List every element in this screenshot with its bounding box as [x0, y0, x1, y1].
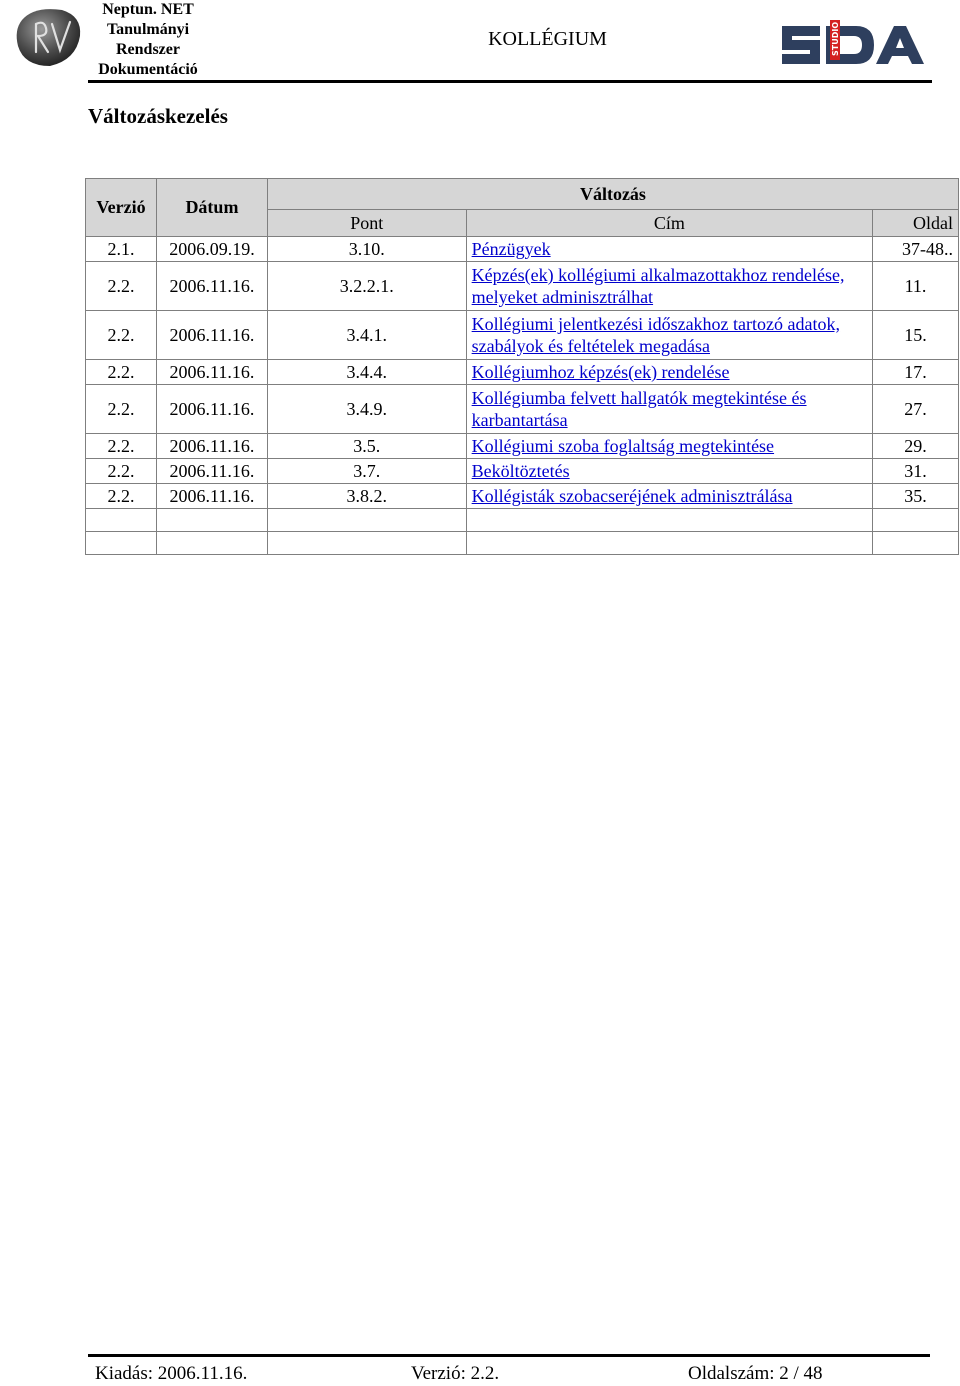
cell-oldal: 29. [873, 434, 959, 459]
header-document-title [88, 0, 208, 80]
page-header [0, 0, 960, 84]
cell-cim [466, 434, 872, 459]
footer-page-number: Oldalszám: 2 / 48 [688, 1363, 823, 1384]
table-row [86, 360, 959, 385]
cell-pont: 3.7. [267, 459, 466, 484]
table-row [86, 262, 959, 311]
cell-datum: 2006.09.19. [156, 237, 267, 262]
header-title-line: Neptun. NET [102, 1, 194, 18]
col-header-oldal: Oldal [873, 210, 959, 237]
header-title-line: Dokumentáció [98, 61, 198, 78]
table-row [86, 434, 959, 459]
empty-cell [466, 532, 872, 555]
header-module-name: KOLLÉGIUM [488, 28, 607, 50]
col-header-datum: Dátum [156, 179, 267, 237]
cell-verzio: 2.2. [86, 262, 157, 311]
cell-datum: 2006.11.16. [156, 484, 267, 509]
table-row [86, 459, 959, 484]
section-link[interactable]: Pénzügyek [471, 239, 551, 259]
section-title: Változáskezelés [88, 104, 228, 128]
cell-cim [466, 385, 872, 434]
empty-cell [466, 509, 872, 532]
footer-rule [88, 1354, 930, 1357]
empty-cell [267, 532, 466, 555]
empty-cell [873, 532, 959, 555]
section-link[interactable]: Kollégisták szobacseréjének adminisztrálása [471, 486, 793, 506]
cell-datum: 2006.11.16. [156, 311, 267, 360]
empty-table-row [86, 509, 959, 532]
cell-oldal: 11. [873, 262, 959, 311]
cell-pont: 3.4.1. [267, 311, 466, 360]
cell-datum: 2006.11.16. [156, 459, 267, 484]
col-header-verzio: Verzió [86, 179, 157, 237]
cell-verzio: 2.2. [86, 459, 157, 484]
table-row [86, 311, 959, 360]
col-header-pont: Pont [267, 210, 466, 237]
table-row [86, 385, 959, 434]
section-link[interactable]: Kollégiumi szoba foglaltság megtekintése [471, 436, 775, 456]
empty-cell [156, 509, 267, 532]
sda-studio-logo-icon [778, 18, 928, 70]
cell-cim [466, 484, 872, 509]
footer-issue-date: Kiadás: 2006.11.16. [95, 1363, 248, 1384]
cell-oldal: 17. [873, 360, 959, 385]
cell-cim [466, 311, 872, 360]
cell-verzio: 2.2. [86, 311, 157, 360]
cell-verzio: 2.1. [86, 237, 157, 262]
cell-cim [466, 360, 872, 385]
empty-cell [86, 532, 157, 555]
header-title-line: Rendszer [116, 41, 180, 58]
col-header-valtozas: Változás [267, 179, 958, 210]
empty-cell [267, 509, 466, 532]
cell-pont: 3.4.9. [267, 385, 466, 434]
header-rule [88, 80, 932, 83]
cell-oldal: 27. [873, 385, 959, 434]
cell-datum: 2006.11.16. [156, 262, 267, 311]
empty-cell [156, 532, 267, 555]
cell-verzio: 2.2. [86, 484, 157, 509]
cell-verzio: 2.2. [86, 385, 157, 434]
cell-oldal: 35. [873, 484, 959, 509]
cell-pont: 3.10. [267, 237, 466, 262]
footer-version: Verzió: 2.2. [411, 1363, 500, 1384]
logo-studio-text: STUDIO [831, 21, 840, 56]
header-title-line: Tanulmányi [106, 21, 190, 38]
cell-cim [466, 459, 872, 484]
section-link[interactable]: Képzés(ek) kollégiumi alkalmazottakhoz rendelése, melyeket adminisztrálhat [471, 265, 845, 307]
table-row [86, 237, 959, 262]
cell-pont: 3.8.2. [267, 484, 466, 509]
empty-cell [873, 509, 959, 532]
cell-cim [466, 237, 872, 262]
cell-pont: 3.5. [267, 434, 466, 459]
cell-datum: 2006.11.16. [156, 434, 267, 459]
change-log-table [85, 178, 959, 555]
neptun-logo-icon [14, 6, 84, 68]
section-link[interactable]: Kollégiumi jelentkezési időszakhoz tartozó adatok, szabályok és feltételek megadása [471, 314, 841, 356]
empty-cell [86, 509, 157, 532]
cell-datum: 2006.11.16. [156, 385, 267, 434]
cell-pont: 3.2.2.1. [267, 262, 466, 311]
cell-datum: 2006.11.16. [156, 360, 267, 385]
section-link[interactable]: Beköltöztetés [471, 461, 570, 481]
cell-oldal: 31. [873, 459, 959, 484]
table-row [86, 484, 959, 509]
cell-cim [466, 262, 872, 311]
cell-verzio: 2.2. [86, 360, 157, 385]
cell-oldal: 37-48.. [873, 237, 959, 262]
cell-verzio: 2.2. [86, 434, 157, 459]
empty-table-row [86, 532, 959, 555]
section-link[interactable]: Kollégiumhoz képzés(ek) rendelése [471, 362, 730, 382]
col-header-cim: Cím [466, 210, 872, 237]
section-link[interactable]: Kollégiumba felvett hallgatók megtekintése és karbantartása [471, 388, 807, 430]
cell-oldal: 15. [873, 311, 959, 360]
cell-pont: 3.4.4. [267, 360, 466, 385]
